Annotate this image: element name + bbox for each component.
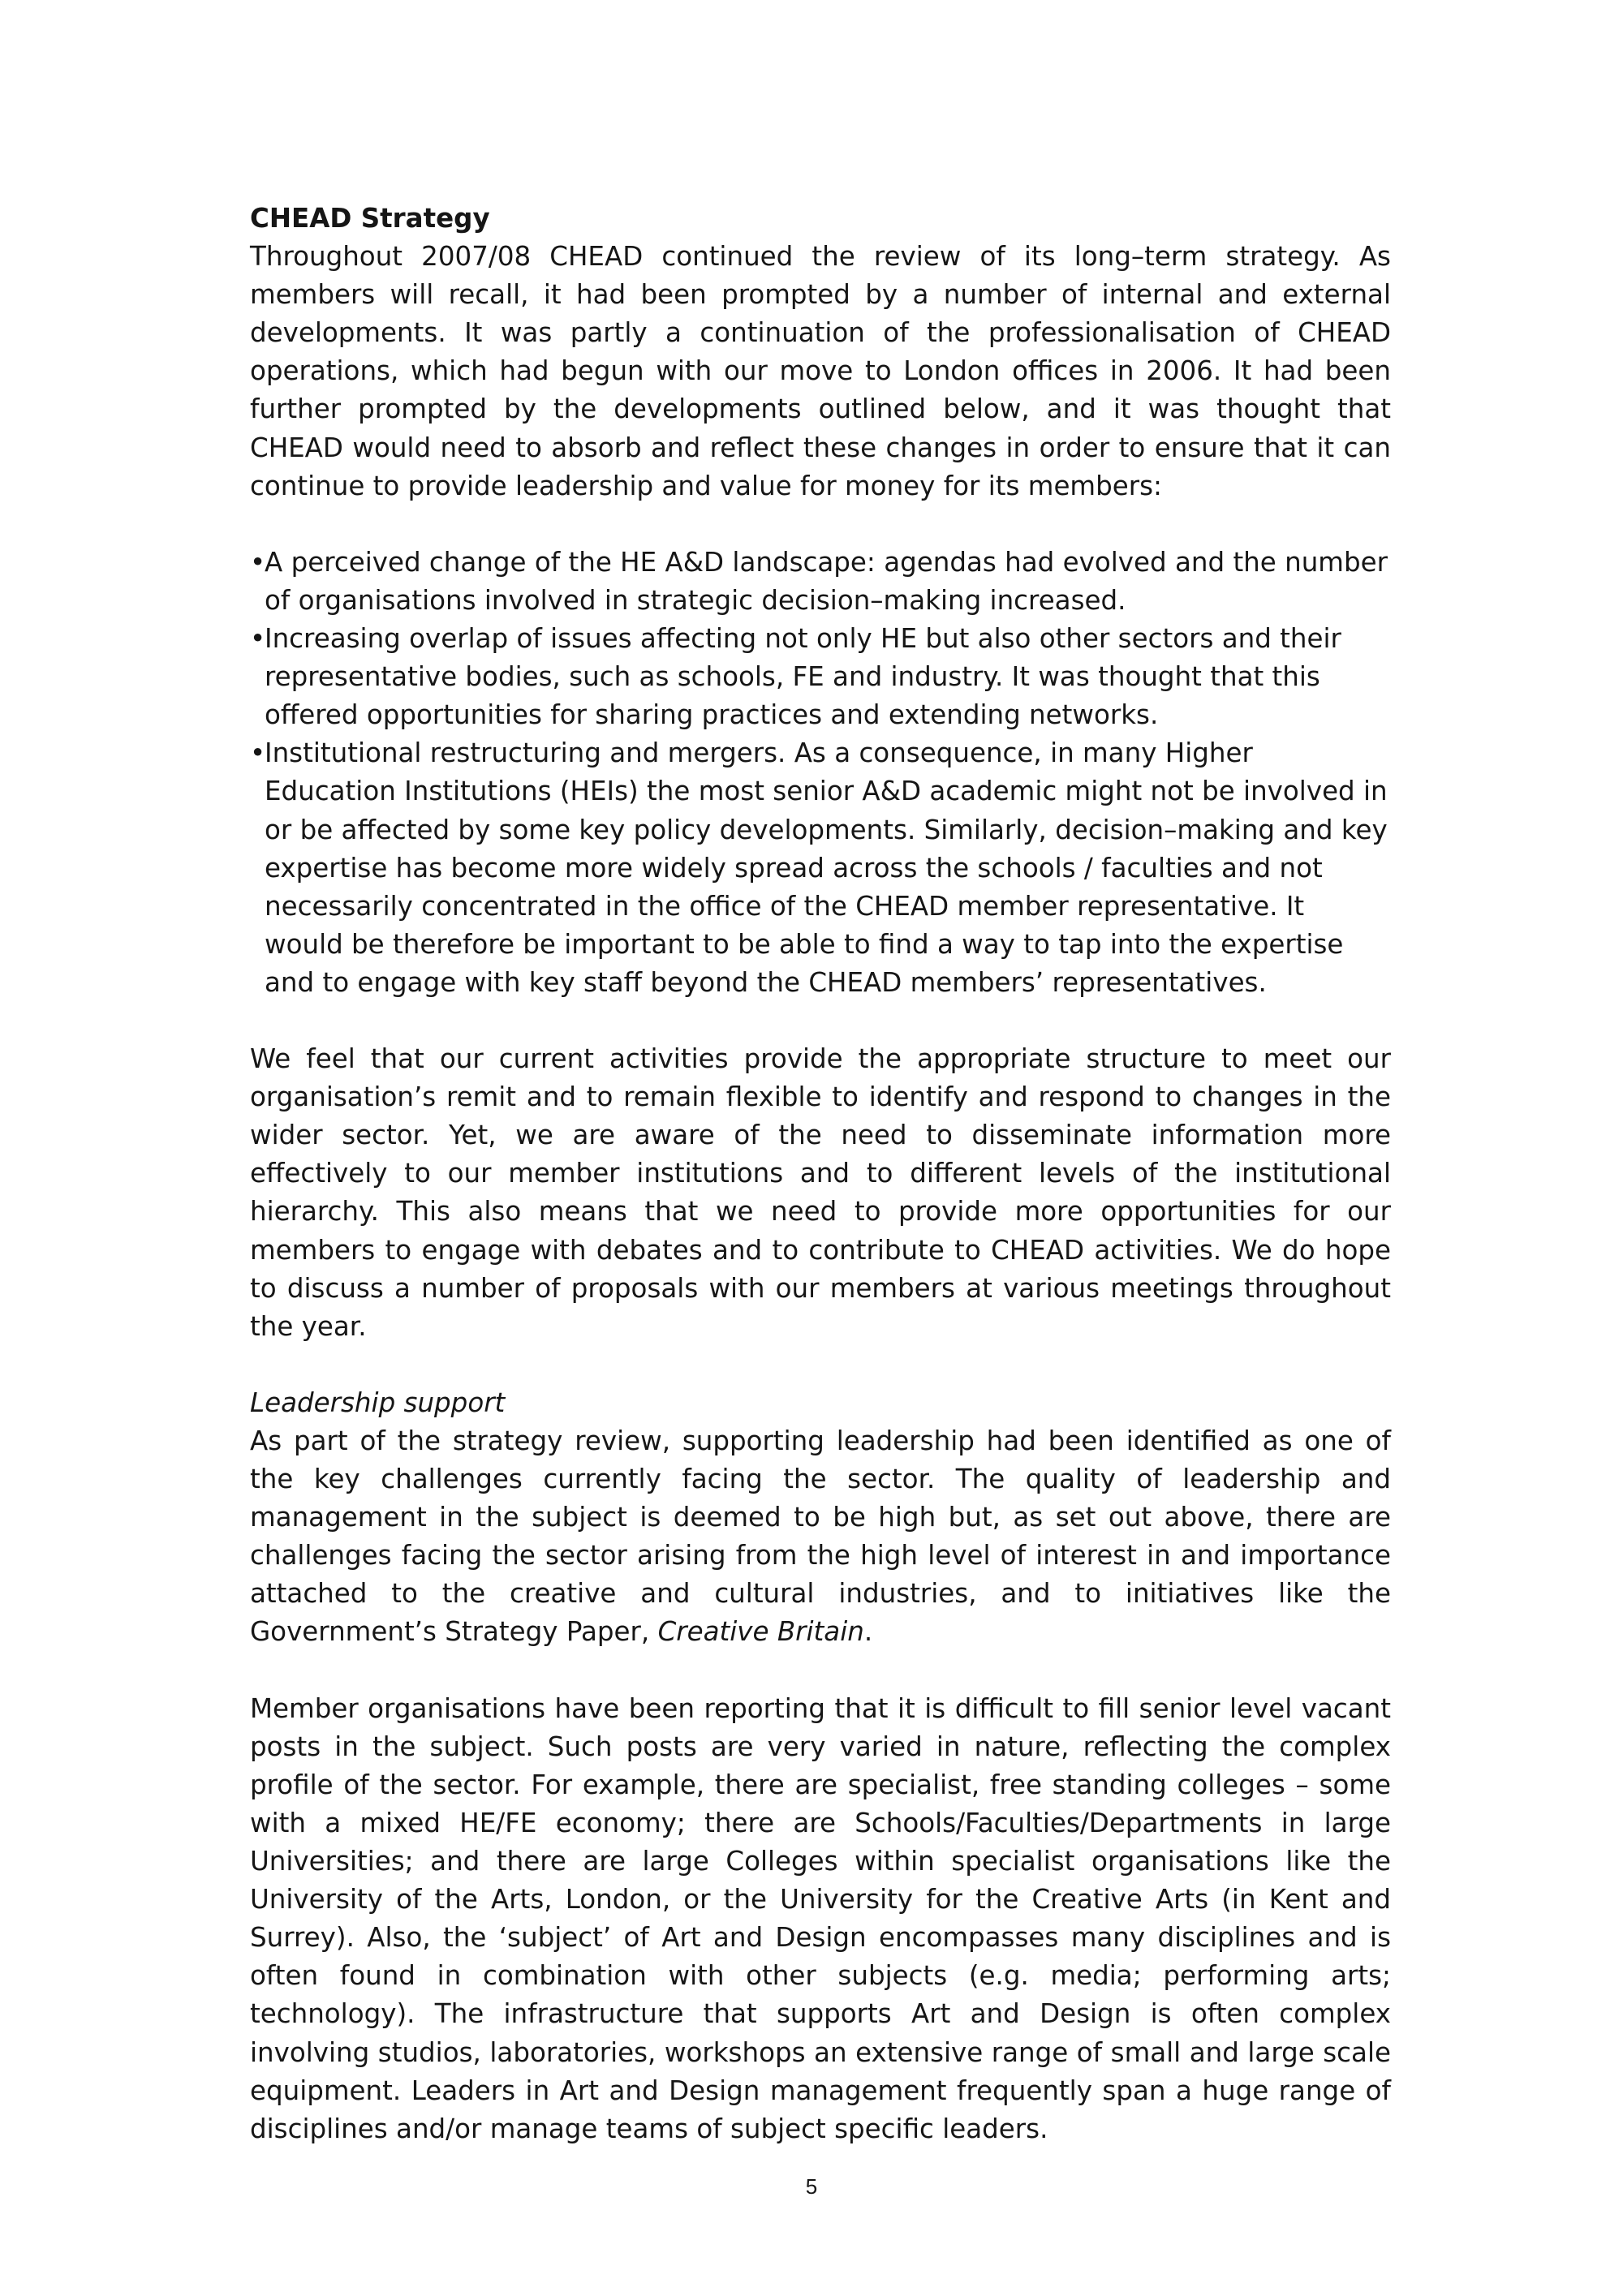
leadership-paragraph-2: Member organisations have been reporting that it is difficult to fill senior level vacant posts in the subject. Such posts are very varied in nature, reflecting the complex profile of the sector. For example, there are specialist, free standing colleges – some with a mixed HE/FE economy; there are Schools/Faculties/Departments in large Universities; and there are large Colleges within specialist organisations like the University of the Arts, London, or the University for the Creative Arts (in Kent and Surrey). Also, the ‘subject’ of Art and Design encompasses many disciplines and is often found in combination with other subjects (e.g. media; performing arts; technology). The infrastructure that supports Art and Design is often complex involving studios, laboratories, workshops an extensive range of small and large scale equipment. Leaders in Art and Design management frequently span a huge range of disciplines and/or manage teams of subject specific leaders. <box>250 1692 1391 2144</box>
section-heading-chead-strategy: CHEAD Strategy <box>250 203 490 234</box>
leadership-paragraph-1-text: As part of the strategy review, supporting leadership had been identified as one of the key challenges currently facing the sector. The quality of leadership and management in the subject is deemed to be high but, as set out above, there are challenges facing the sector arising from the high level of interest in and importance attached to the creative and cultural industries, and to initiatives like the Government’s Strategy Paper, <box>250 1425 1391 1648</box>
strategy-intro-paragraph: Throughout 2007/08 CHEAD continued the review of its long–term strategy. As members will recall, it had been prompted by a number of internal and external developments. It was partly a continuation of the professionalisation of CHEAD operations, which had begun with our move to London offices in 2006. It had been further prompted by the developments outlined below, and it was thought that CHEAD would need to absorb and reflect these changes in order to ensure that it can continue to provide leadership and value for money for its members: <box>250 241 1391 501</box>
bullet-icon: • <box>250 623 266 655</box>
leadership-paragraph-1-end: . <box>863 1616 873 1648</box>
document-body <box>250 200 1391 2148</box>
paragraph-spacer <box>250 505 1391 544</box>
bullet-item <box>250 734 1391 1002</box>
paragraph-spacer <box>250 1346 1391 1384</box>
bullet-icon: • <box>250 546 266 578</box>
strategy-bullet-list <box>250 544 1391 1002</box>
page-number: 5 <box>805 2174 818 2199</box>
bullet-icon: • <box>250 737 266 769</box>
bullet-text: A perceived change of the HE A&D landscape: agendas had evolved and the number of organisations involved in strategic decision–making increased. <box>265 546 1388 616</box>
bullet-text: Increasing overlap of issues affecting not only HE but also other sectors and their representative bodies, such as schools, FE and industry. It was thought that this offered opportunities for sharing practices and extending networks. <box>265 623 1341 731</box>
bullet-text: Institutional restructuring and mergers. As a consequence, in many Higher Education Institutions (HEIs) the most senior A&D academic might not be involved in or be affected by some key policy developments. Similarly, decision–making and key expertise has become more widely spread across the schools / faculties and not necessarily concentrated in the office of the CHEAD member representative. It would be therefore be important to be able to find a way to tap into the expertise and to engage with key staff beyond the CHEAD members’ representatives. <box>265 737 1388 998</box>
leadership-paragraph-1 <box>250 1422 1391 1652</box>
section-heading-leadership-support: Leadership support <box>250 1387 506 1418</box>
paragraph-spacer <box>250 1652 1391 1690</box>
paragraph-spacer <box>250 1002 1391 1040</box>
bullet-item <box>250 620 1391 734</box>
strategy-closing-paragraph: We feel that our current activities provide the appropriate structure to meet our organisation’s remit and to remain flexible to identify and respond to changes in the wider sector. Yet, we are aware of the need to disseminate information more effectively to our member institutions and to different levels of the institutional hierarchy. This also means that we need to provide more opportunities for our members to engage with debates and to contribute to CHEAD activities. We do hope to discuss a number of proposals with our members at various meetings throughout the year. <box>250 1043 1391 1342</box>
creative-britain-title: Creative Britain <box>657 1616 864 1648</box>
bullet-item <box>250 544 1391 620</box>
